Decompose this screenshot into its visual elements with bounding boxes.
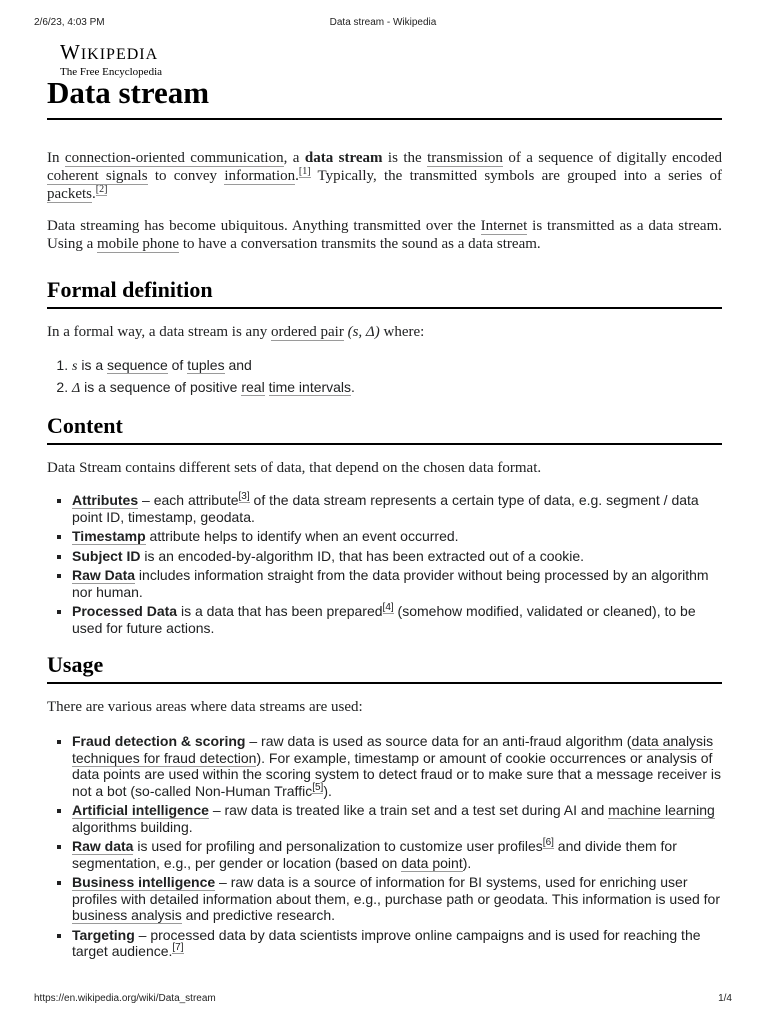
print-page-number: 1/4 (718, 993, 732, 1004)
list-item: ▪ Targeting – processed data by data scientists improve online campaigns and is used for reaching the target audience.[7] (72, 927, 722, 960)
citation-5[interactable]: [5] (312, 781, 324, 793)
list-item: ▪ Business intelligence – raw data is a source of information for BI systems, used for enriching user profiles with detailed information about them, e.g., purchase path or geodata. This information is used for business analysis and predictive research. (72, 874, 722, 924)
link-information[interactable]: information (224, 168, 296, 184)
list-item: ▪ Raw data is used for profiling and personalization to customize user profiles[6] and divide them for segmentation, e.g., per gender or location (based on data point). (72, 838, 722, 871)
tagline: The Free Encyclopedia (60, 66, 163, 78)
term-targeting: Targeting (72, 926, 135, 943)
intro-paragraph-2: Data streaming has become ubiquitous. Anything transmitted over the Internet is transmitted as a data stream. Using a mobile phone to have a conversation transmits the sound as a data stream. (47, 218, 723, 252)
usage-paragraph: There are various areas where data streams are used: (47, 699, 363, 715)
content-list (47, 492, 722, 636)
link-real[interactable]: real (241, 379, 265, 395)
link-ordered-pair[interactable]: ordered pair (270, 324, 344, 340)
citation-1[interactable]: [1] (298, 166, 311, 177)
citation-7[interactable]: [7] (172, 942, 184, 954)
list-item: ▪ Attributes – each attribute[3] of the data stream represents a certain type of data, e.g. segment / data point ID, timestamp, geodata. (72, 492, 722, 525)
citation-2[interactable]: [2] (95, 184, 108, 195)
link-time-intervals[interactable]: time intervals (268, 379, 352, 395)
list-item: ▪ Raw Data includes information straight from the data provider without being processed by an algorithm nor human. (72, 567, 722, 600)
wordmark: WIKIPEDIA (60, 40, 159, 64)
usage-list (47, 733, 722, 960)
heading-formal-definition: Formal definition (47, 276, 722, 309)
formal-list (47, 357, 722, 397)
content-paragraph: Data Stream contains different sets of data, that depend on the chosen data format. (47, 460, 542, 476)
term-data-stream: data stream (304, 150, 383, 166)
heading-content: Content (47, 412, 722, 445)
link-timestamp[interactable]: Timestamp (72, 528, 146, 544)
link-packets[interactable]: packets (47, 186, 92, 202)
term-subject-id: Subject ID (72, 547, 141, 564)
list-item: ▪ Processed Data is a data that has been prepared[4] (somehow modified, validated or cleaned), to be used for future actions. (72, 603, 722, 636)
page-title: Data stream (47, 74, 722, 120)
link-business-analysis[interactable]: business analysis (72, 907, 182, 923)
print-footer (34, 993, 732, 1007)
link-internet[interactable]: Internet (480, 218, 528, 234)
term-fraud-detection: Fraud detection & scoring (72, 733, 246, 749)
math-pair: (s, Δ) (347, 324, 380, 340)
intro-paragraph-1: In connection-oriented communication, a data stream is the transmission of a sequence of digitally encoded coherent signals to convey information.[1] Typically, the transmitted symbols are grouped into a series of packets.[2] (47, 150, 722, 202)
link-business-intelligence[interactable]: Business intelligence (72, 874, 216, 890)
print-header (34, 17, 732, 31)
link-connection-oriented-communication[interactable]: connection-oriented communication (64, 150, 284, 166)
list-item: ▪ Timestamp attribute helps to identify when an event occurred. (72, 528, 722, 545)
link-mobile-phone[interactable]: mobile phone (97, 236, 180, 252)
term-processed-data: Processed Data (72, 603, 178, 619)
list-item: ▪ Subject ID is an encoded-by-algorithm ID, that has been extracted out of a cookie. (72, 548, 722, 565)
list-item: ▪ Fraud detection & scoring – raw data is used as source data for an anti-fraud algorithm (data analysis techniques for fraud detection). For example, timestamp or amount of cookie occurrences or analysis of data points are used within the scoring system to detect fraud or to make sure that a message receiver is not a bot (so-called Non-Human Traffic[5]). (72, 733, 722, 799)
article-content (47, 74, 722, 963)
link-raw-data-usage[interactable]: Raw data (72, 838, 134, 854)
link-data-analysis-techniques[interactable]: data analysis techniques for fraud detection (72, 733, 714, 766)
citation-6[interactable]: [6] (542, 837, 554, 849)
formal-paragraph: In a formal way, a data stream is any ordered pair (s, Δ) where: (47, 324, 425, 340)
link-raw-data[interactable]: Raw Data (72, 567, 136, 583)
print-page-title: Data stream - Wikipedia (329, 17, 437, 28)
link-artificial-intelligence[interactable]: Artificial intelligence (72, 802, 209, 818)
citation-3[interactable]: [3] (238, 491, 250, 503)
link-data-point[interactable]: data point (401, 854, 463, 871)
link-coherent-signals[interactable]: coherent signals (47, 168, 148, 184)
link-transmission[interactable]: transmission (427, 150, 503, 166)
link-tuples[interactable]: tuples (187, 357, 225, 373)
print-datetime: 2/6/23, 4:03 PM (34, 17, 105, 28)
list-item: ▪ Artificial intelligence – raw data is treated like a train set and a test set during AI and machine learning algorithms building. (72, 802, 722, 835)
print-url: https://en.wikipedia.org/wiki/Data_stream (34, 993, 216, 1004)
citation-4[interactable]: [4] (382, 602, 394, 614)
link-sequence[interactable]: sequence (107, 357, 168, 373)
link-machine-learning[interactable]: machine learning (608, 802, 715, 818)
link-attributes[interactable]: Attributes (72, 492, 139, 508)
heading-usage: Usage (47, 651, 722, 684)
list-item: 1. s is a sequence of tuples and (72, 357, 722, 375)
list-item: 2. Δ is a sequence of positive real time intervals. (72, 379, 722, 397)
